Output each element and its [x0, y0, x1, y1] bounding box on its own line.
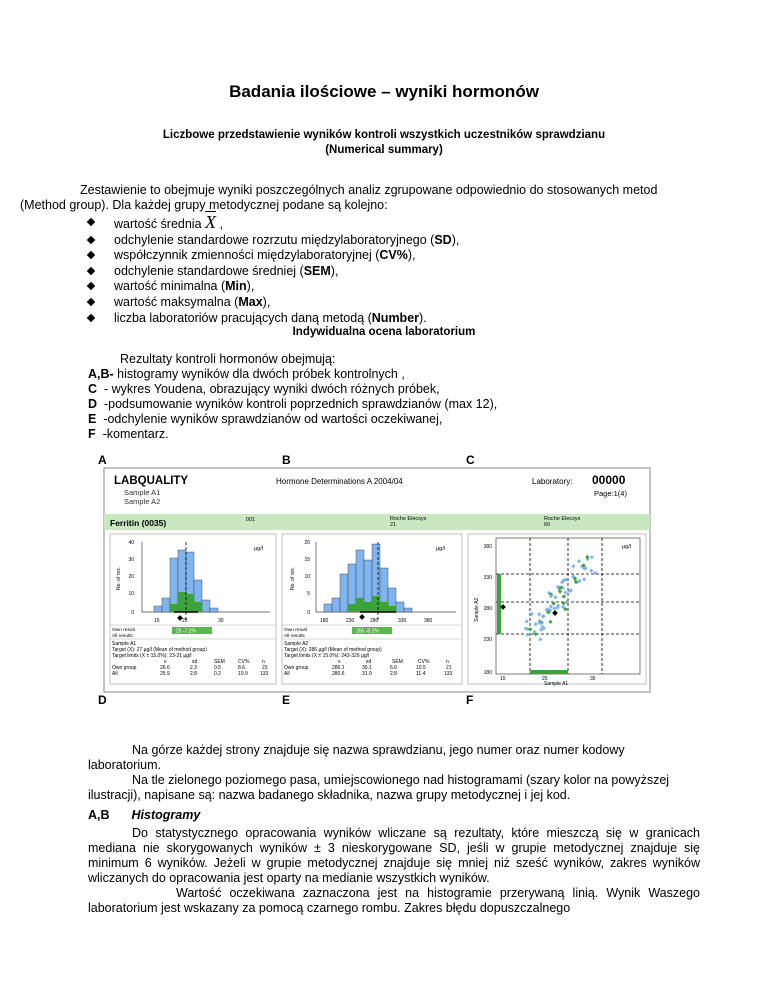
hist-a-ytick: 20 — [128, 574, 134, 580]
hist-a-col: sd — [192, 659, 198, 665]
histograms-title: Histogramy — [131, 808, 201, 822]
hist-b-col: SEM — [392, 659, 403, 665]
result-item-key: C — [88, 382, 98, 396]
statistic-item — [88, 212, 459, 233]
hist-a-unit: µg/l — [254, 546, 263, 552]
statistic-suffix: ), — [407, 248, 416, 263]
org-name: LABQUALITY — [114, 475, 189, 487]
youden-xtick: 35 — [590, 676, 596, 682]
result-item-text: -odchylenie wyników sprawdzianów od wartości oczekiwanej, — [96, 412, 443, 426]
hist-b-xtick: 330 — [398, 618, 407, 624]
statistic-text: wartość minimalna ( — [114, 279, 226, 294]
youden-ytick: 180 — [483, 670, 492, 676]
youden-xtick: 25 — [542, 676, 548, 682]
statistic-item — [88, 233, 459, 249]
statistic-abbrev: SEM — [303, 263, 331, 278]
youden-ytick: 280 — [483, 606, 492, 612]
green-band-paragraph: Na tle zielonego poziomego pasa, umiejscowionego nad histogramami (szary kolor na powyższej ilustracji), napisane są: nazwa badanego składnika, nazwa grupy metodycznej i jej kod. — [88, 773, 670, 802]
hist-a-col: CV% — [238, 659, 250, 665]
hist-a-result-value: 25 -7.2% — [176, 628, 197, 635]
report-figure — [98, 452, 654, 706]
hist-b-bar-own — [380, 602, 388, 612]
page-indicator: Page:1(4) — [594, 489, 627, 498]
youden-ylabel: Sample A2 — [474, 597, 480, 622]
hist-b-xtick: 280 — [370, 618, 379, 624]
hist-b-own-result-label: Own result — [284, 628, 307, 633]
statistic-text: liczba laboratoriów pracujących daną metodą ( — [114, 310, 372, 325]
hist-a-all-val: 25.9 — [160, 671, 170, 677]
method-group-1: Roche Elecsys — [390, 516, 427, 522]
hist-b-all-val: 11.4 — [416, 671, 426, 677]
statistic-item — [88, 279, 459, 295]
hist-a-xtick: 15 — [154, 618, 160, 624]
histograms-paragraph-1: Do statystycznego opracowania wyników wliczane są rezultaty, które mieszczą się w granicach mediana nie skorygowanych wyników ± 3 nieskorygowane SD, jeśli w grupie metodycznej znajduje się minimum 6 wyników. Jeżeli w grupie metodycznej znajduje się mniej niż sześć wyników, zakres wyników wliczanych do opracowania jest oparty na medianie wszystkich wyników. — [88, 826, 700, 885]
page-header-paragraph: Na górze każdej strony znajduje się nazwa sprawdzianu, jego numer oraz numer kodowy laboratorium. — [88, 743, 625, 772]
hist-a-bar-own — [186, 594, 194, 612]
hist-b-bar — [404, 608, 412, 612]
statistic-item — [88, 264, 459, 280]
statistic-text: odchylenie standardowe średniej ( — [114, 263, 304, 278]
subheading-line-2: (Numerical summary) — [325, 144, 443, 156]
diamond-bullet-icon — [87, 251, 95, 259]
hist-b-bar — [340, 574, 348, 612]
hist-a-ytick: 0 — [131, 610, 134, 616]
hist-b-bar-own — [372, 596, 380, 612]
youden-y-range — [497, 574, 501, 634]
result-item-text: -podsumowanie wyników kontroli poprzednich sprawdzianów (max 12), — [97, 397, 498, 411]
hist-b-all-val: 133 — [444, 671, 453, 677]
page-title: Badania ilościowe – wyniki hormonów — [229, 82, 539, 101]
hist-b-own-val: 286.1 — [332, 665, 345, 671]
statistic-suffix: ), — [330, 263, 339, 278]
result-item — [88, 397, 497, 412]
figure-label-b: B — [282, 453, 291, 467]
result-item-text: histogramy wyników dla dwóch próbek kontrolnych , — [113, 367, 405, 381]
intro-paragraph: Zestawienie to obejmuje wyniki poszczególnych analiz zgrupowane odpowiednio do stosowanych metod (Method group). Dla każdej grupy metodycznej podane są kolejno: — [20, 183, 658, 212]
hist-a-bar — [154, 606, 162, 612]
hist-a-all-val: 10.9 — [238, 671, 248, 677]
youden-ytick: 380 — [483, 544, 492, 550]
hist-b-bar — [324, 604, 332, 612]
hist-b-bar-own — [356, 598, 364, 612]
subheading-line-1: Liczbowe przedstawienie wyników kontroli wszystkich uczestników sprawdzianu — [162, 129, 606, 141]
method-group-2: Roche Elecsys — [544, 516, 581, 522]
analyte-name: Ferritin (0035) — [110, 518, 167, 528]
hist-a-all-val: 0.2 — [214, 671, 221, 677]
hist-a-ylabel: No. of res. — [116, 566, 122, 590]
statistic-abbrev: CV% — [379, 248, 408, 263]
hist-b-limits: Target limits (X ± 15.0%): 243-329 µg/l — [284, 653, 370, 659]
hist-a-col: n — [262, 659, 265, 665]
histograms-paragraph-2: Wartość oczekiwana zaznaczona jest na histogramie przerywaną linią. Wynik Waszego laboratorium jest wskazany za pomocą czarnego rombu. Zakres błędu dopuszczalnego — [88, 886, 700, 915]
statistic-suffix: ), — [262, 294, 271, 309]
method-group-1-n: 21 — [390, 522, 397, 528]
diamond-bullet-icon — [87, 218, 95, 226]
sample-1-label: Sample A1 — [124, 488, 161, 497]
hist-b-own-val: 30.1 — [362, 665, 372, 671]
sample-2-label: Sample A2 — [124, 497, 161, 506]
hist-a-ytick: 30 — [128, 557, 134, 563]
hist-a-bar — [162, 598, 170, 612]
hist-a-all-val: 133 — [260, 671, 269, 677]
hist-b-ytick: 0 — [307, 610, 310, 616]
statistic-text: współczynnik zmienności międzylaboratoryjnej ( — [114, 248, 380, 263]
numerical-summary-heading — [0, 128, 768, 158]
hist-a-own-val: 26.6 — [160, 665, 170, 671]
result-item-key: E — [88, 412, 97, 426]
hist-a-ytick: 40 — [128, 540, 134, 546]
hist-a-limits: Target limits (X ± 15.0%): 23-31 µg/l — [112, 653, 192, 659]
hist-b-bar-own — [364, 602, 372, 612]
diamond-bullet-icon — [87, 313, 95, 321]
results-intro: Rezultaty kontroli hormonów obejmują: — [120, 352, 336, 366]
statistic-text: odchylenie standardowe rozrzutu międzylaboratoryjnego ( — [114, 232, 435, 247]
method-code: 001 — [246, 517, 256, 523]
hist-a-col: x — [164, 659, 167, 665]
hist-b-ytick: 5 — [307, 591, 310, 597]
hist-a-own-val: 23 — [262, 665, 268, 671]
section-title: Indywidualna ocena laboratorium — [292, 326, 476, 338]
hist-a-all: All — [112, 671, 118, 677]
hist-b-own-val: 10.5 — [416, 665, 426, 671]
page-description — [88, 743, 700, 803]
statistic-item — [88, 248, 459, 264]
youden-x-range — [530, 670, 568, 674]
hist-b-ytick: 20 — [304, 540, 310, 546]
figure-label-e: E — [282, 693, 291, 706]
hist-a-bar-own — [194, 602, 202, 612]
statistic-item — [88, 311, 459, 327]
statistic-text: wartość średnia — [114, 217, 206, 231]
figure-label-a: A — [98, 453, 107, 467]
hist-b-bar-own — [348, 604, 356, 612]
figure-label-c: C — [466, 453, 475, 467]
hist-b-all-results-label: All results — [284, 634, 305, 639]
youden-ytick: 330 — [483, 575, 492, 581]
result-item-key: F — [88, 427, 96, 441]
figure-label-d: D — [98, 693, 107, 706]
result-item — [88, 382, 497, 397]
method-group-2-n: 60 — [544, 522, 551, 528]
lab-label: Laboratory: — [532, 477, 573, 486]
report-figure-svg — [98, 452, 654, 706]
hist-b-col: x — [338, 659, 341, 665]
hist-a-target: Target (X): 27 µg/l (Mean of method group) — [112, 647, 207, 653]
hist-a-col: SEM — [214, 659, 225, 665]
hist-a-own-result-label: Own result — [112, 628, 135, 633]
hist-b-bar — [332, 598, 340, 612]
diamond-bullet-icon — [87, 282, 95, 290]
statistic-abbrev: Min — [225, 279, 247, 294]
statistic-abbrev: SD — [434, 232, 452, 247]
hist-b-ytick: 15 — [304, 557, 310, 563]
statistic-suffix: ), — [246, 279, 255, 294]
hist-a-sample: Sample A1 — [112, 641, 137, 647]
histograms-key: A,B — [88, 808, 110, 822]
hist-b-unit: µg/l — [436, 546, 445, 552]
youden-xlabel: Sample A1 — [544, 681, 569, 687]
diamond-bullet-icon — [87, 267, 95, 275]
hist-a-own-val: 8.6 — [238, 665, 245, 671]
hist-b-col: n — [446, 659, 449, 665]
hist-a-bar — [170, 558, 178, 612]
hist-b-xtick: 380 — [424, 618, 433, 624]
scheme-name: Hormone Determinations A 2004/04 — [276, 477, 403, 486]
hist-a-own-val: 0.5 — [214, 665, 221, 671]
statistic-suffix: ), — [451, 232, 460, 247]
hist-a-all-results-label: All results — [112, 634, 133, 639]
hist-b-xtick: 180 — [320, 618, 329, 624]
hist-a-xtick: 25 — [182, 618, 188, 624]
hist-a-ytick: 10 — [128, 591, 134, 597]
figure-label-f: F — [466, 693, 474, 706]
result-item-key: A,B- — [88, 367, 114, 381]
statistic-abbrev: Number — [371, 310, 420, 325]
statistic-suffix: , — [216, 217, 223, 231]
hist-b-all-val: 2.8 — [390, 671, 397, 677]
hist-a-xtick: 30 — [218, 618, 224, 624]
hist-a-bar-own — [178, 592, 186, 612]
histograms-description — [88, 826, 700, 916]
youden-xtick: 15 — [500, 676, 506, 682]
hist-b-bar — [396, 602, 404, 612]
statistic-abbrev: $\overline{X}$ — [205, 212, 217, 232]
youden-unit: µg/l — [622, 544, 631, 550]
diamond-bullet-icon — [87, 298, 95, 306]
hist-b-ylabel: No. of res. — [290, 566, 296, 590]
statistics-list — [88, 212, 460, 326]
hist-b-xtick: 230 — [346, 618, 355, 624]
hist-b-col: CV% — [418, 659, 430, 665]
youden-ytick: 230 — [483, 637, 492, 643]
hist-a-own-group: Own group — [112, 665, 137, 671]
hist-a-bar — [202, 600, 210, 612]
hist-a-bar-own — [170, 604, 178, 612]
hist-b-own-val: 21 — [446, 665, 452, 671]
hist-a-all-val: 2.8 — [190, 671, 197, 677]
hist-b-all-val: 31.9 — [362, 671, 372, 677]
hist-b-all: All — [284, 671, 290, 677]
hist-b-target: Target (X): 286 µg/l (Mean of method group) — [284, 647, 382, 653]
diamond-bullet-icon — [87, 235, 95, 243]
hist-b-ytick: 10 — [304, 574, 310, 580]
statistic-item — [88, 295, 459, 311]
lab-number: 00000 — [592, 473, 626, 487]
statistic-text: wartość maksymalna ( — [114, 294, 239, 309]
hist-a-bar — [210, 608, 218, 612]
statistic-abbrev: Max — [238, 294, 263, 309]
hist-b-col: sd — [366, 659, 372, 665]
hist-b-own-group: Own group — [284, 665, 309, 671]
result-item-text: - wykres Youdena, obrazujący wyniki dwóch różnych próbek, — [97, 382, 440, 396]
result-item — [88, 367, 497, 382]
result-item-text: -komentarz. — [95, 427, 169, 441]
histograms-section-title — [88, 808, 200, 822]
hist-b-sample: Sample A2 — [284, 641, 309, 647]
results-list — [88, 352, 497, 442]
hist-b-result-value: 265 -8.2% — [356, 628, 379, 635]
result-item — [88, 412, 497, 427]
hist-b-all-val: 280.6 — [332, 671, 345, 677]
result-item — [88, 427, 497, 442]
hist-b-bar-own — [388, 606, 396, 612]
hist-b-own-val: 6.6 — [390, 665, 397, 671]
result-item-key: D — [88, 397, 98, 411]
hist-a-own-val: 2.3 — [190, 665, 197, 671]
statistic-suffix: ). — [419, 310, 427, 325]
